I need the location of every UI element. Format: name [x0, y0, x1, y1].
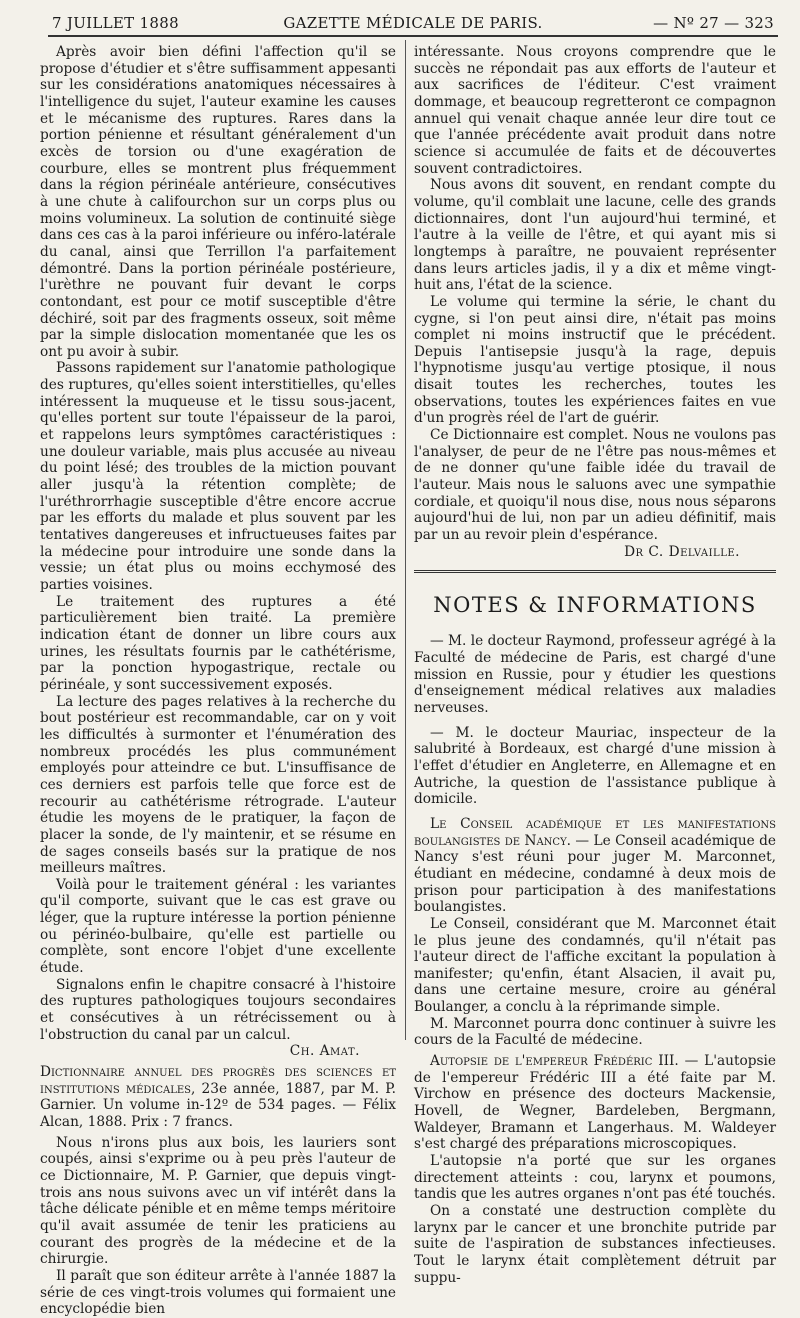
paragraph: Après avoir bien défini l'affection qu'il se propose d'étudier et s'être suffisamment appesanti sur les considérations anatomiques nécessaires à l'intelligence du sujet, l'auteur examine les causes et le mécanisme des ruptures. Rares dans la portion pénienne et résultant généralement d'un excès de torsion ou d'une exagération de courbure, elles se montrent plus fréquemment dans la région périnéale antérieure, consécutives à une chute à califourchon sur un corps plus ou moins volumineux. La solution de continuité siège dans ces cas à la paroi inférieure ou inféro-latérale du canal, ainsi que Terrillon l'a parfaitement démontré. Dans la portion périnéale postérieure, l'urèthre ne pouvant fuir devant le corps contondant, est pour ce motif susceptible d'être déchiré, soit par des fragments osseux, soit même par la simple dislocation momentanée que les os ont pu avoir à subir.	[40, 44, 396, 360]
news-heading: Le Conseil académique et les manifestations boulangistes de Nancy.	[414, 815, 776, 849]
paragraph: Nous n'irons plus aux bois, les lauriers sont coupés, ainsi s'exprime ou à peu près l'auteur de ce Dictionnaire, M. P. Garnier, que depuis vingt-trois ans nous suivons avec un vif intérêt dans la tâche délicate pénible et en même temps méritoire qu'il avait assumée de tenir les praticiens au courant des progrès de la médecine et de la chirurgie.	[40, 1134, 396, 1268]
left-column	[40, 44, 396, 1318]
news-item-heading: Autopsie de l'empereur Frédéric III. — L'autopsie de l'empereur Frédéric III a été faite par M. Virchow en présence des docteurs Mackensie, Hovell, de Wegner, Bardeleben, Bergmann, Waldeyer, Bramann et Langerhaus. M. Waldeyer s'est chargé des préparations microscopiques.	[414, 1053, 776, 1153]
paragraph: Ce Dictionnaire est complet. Nous ne voulons pas l'analyser, de peur de ne l'être pas nous-mêmes et de ne donner qu'une faible idée du travail de l'auteur. Mais nous le saluons avec une sympathie cordiale, et quoiqu'il nous dise, nous nous séparons aujourd'hui de lui, non par un adieu définitif, mais par un au revoir plein d'espérance.	[414, 427, 776, 544]
right-column	[414, 44, 776, 1286]
column-divider	[405, 40, 406, 1040]
paragraph: Passons rapidement sur l'anatomie pathologique des ruptures, qu'elles soient interstitielles, qu'elles intéressent la muqueuse et le tissu sous-jacent, qu'elles portent sur toute l'épaisseur de la paroi, et rappelons leurs symptômes caractéristiques : une douleur variable, mais plus accusée au niveau du point lésé; des troubles de la miction pouvant aller jusqu'à la rétention complète; de l'uréthrorrhagie susceptible d'être encore accrue par les efforts du malade et plus souvent par les tentatives dangereuses et infructueuses faites par la médecine pour introduire une sonde dans la vessie; un état plus ou moins ecchymosé des parties voisines.	[40, 360, 396, 593]
signature-delvaille: Dr C. Delvaille.	[624, 543, 740, 560]
review-title: Dictionnaire annuel des progrès des sciences et institutions médicales,	[40, 1064, 396, 1097]
page-header	[52, 10, 774, 36]
news-item-heading: Le Conseil académique et les manifestations boulangistes de Nancy. — Le Conseil académique de Nancy s'est réuni pour juger M. Marconnet, étudiant en médecine, condamné à deux mois de prison pour participation à des manifestations boulangistes.	[414, 815, 776, 916]
paragraph: La lecture des pages relatives à la recherche du bout postérieur est recommandable, car on y voit les difficultés à surmonter et l'énumération des nombreux procédés les plus communément employés pour atteindre ce but. L'insuffisance de ces derniers est parfois telle que force est de recourir au cathétérisme rétrograde. L'auteur étudie les moyens de le pratiquer, la façon de placer la sonde, de l'y maintenir, et se résume en de sages conseils basés sur la pratique de nos meilleurs maîtres.	[40, 693, 396, 877]
news-item: — M. le docteur Mauriac, inspecteur de la salubrité à Bordeaux, est chargé d'une mission à l'effet d'étudier en Angleterre, en Allemagne et en Autriche, la question de l'assistance publique à domicile.	[414, 724, 776, 808]
header-issue-page: — Nº 27 — 323	[653, 14, 774, 32]
paragraph: Voilà pour le traitement général : les variantes qu'il comporte, suivant que le cas est grave ou léger, que la rupture intéresse la portion pénienne ou périnéo-bulbaire, qu'elle est partielle ou complète, sont encore l'objet d'une excellente étude.	[40, 876, 396, 977]
paragraph: Le traitement des ruptures a été particulièrement bien traité. La première indication étant de donner un libre cours aux urines, les résultats fournis par le cathétérisme, par la ponction hypogastrique, rectale ou périnéale, y sont successivement exposés.	[40, 593, 396, 693]
review-details: 23e année, 1887, par M. P. Garnier. Un volume in-12º de 534 pages. — Félix Alcan, 1888. Prix : 7 francs.	[40, 1080, 397, 1130]
paragraph: L'autopsie n'a porté que sur les organes directement atteints : cou, larynx et poumons, tandis que les autres organes n'ont pas été touchés.	[414, 1153, 776, 1203]
review-heading	[40, 1064, 396, 1131]
paragraph: M. Marconnet pourra donc continuer à suivre les cours de la Faculté de médecine.	[414, 1015, 776, 1049]
news-heading: Autopsie de l'empereur Frédéric III.	[430, 1053, 679, 1070]
paragraph: On a constaté une destruction complète du larynx par le cancer et une bronchite putride par suite de l'aspiration de substances infectieuses. Tout le larynx était complètement détruit par suppu-	[414, 1203, 776, 1286]
paragraph: Signalons enfin le chapitre consacré à l'histoire des ruptures pathologiques toujours secondaires et consécutives à un rétrécissement ou à l'obstruction du canal par un calcul.	[40, 976, 396, 1043]
paragraph: Il paraît que son éditeur arrête à l'année 1887 la série de ces vingt-trois volumes qui formaient une encyclopédie bien	[40, 1267, 396, 1318]
paragraph: Nous avons dit souvent, en rendant compte du volume, qu'il comblait une lacune, celle des grands dictionnaires, dont l'un aujourd'hui terminé, et l'autre à la veille de l'être, et qui ayant mis si longtemps à paraître, ne pouvaient représenter dans leurs articles jadis, il y a dix et même vingt-huit ans, l'état de la science.	[414, 177, 776, 294]
signature-amat: Ch. Amat.	[289, 1043, 360, 1060]
header-rule	[48, 35, 778, 37]
section-title-notes: NOTES & INFORMATIONS	[433, 593, 757, 618]
paragraph: Le volume qui termine la série, le chant du cygne, si l'on peut ainsi dire, n'était pas moins complet ni moins instructif que le précédent. Depuis l'antisepsie jusqu'à la rage, depuis l'hypnotisme jusqu'au vertige ptosique, il nous disait toutes les recherches, toutes les observations, toutes les expériences faites en vue d'un progrès réel de l'art de guérir.	[414, 293, 776, 427]
paragraph: intéressante. Nous croyons comprendre que le succès ne répondait pas aux efforts de l'auteur et aux sacrifices de l'éditeur. C'est vraiment dommage, et beaucoup regretteront ce compagnon annuel qui venait chaque année leur dire tout ce que l'année précédente avait produit dans notre science si accumulée de faits et de découvertes souvent contradictoires.	[414, 44, 776, 177]
header-journal-title: GAZETTE MÉDICALE DE PARIS.	[283, 14, 543, 32]
news-item: — M. le docteur Raymond, professeur agrégé à la Faculté de médecine de Paris, est chargé d'une mission en Russie, pour y étudier les questions d'enseignement médical relatives aux maladies nerveuses.	[414, 633, 776, 716]
paragraph: Le Conseil, considérant que M. Marconnet était le plus jeune des condamnés, qu'il n'était pas l'auteur direct de l'affiche excitant la population à manifester; qu'enfin, étant Alsacien, il avait pu, dans une certaine mesure, croire au général Boulanger, a conclu à la réprimande simple.	[414, 915, 776, 1016]
section-rule	[414, 570, 776, 573]
header-date: 7 JUILLET 1888	[52, 14, 179, 32]
